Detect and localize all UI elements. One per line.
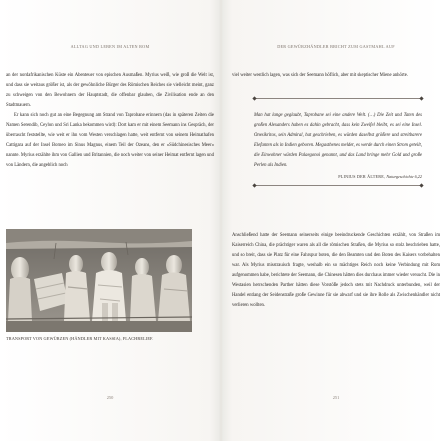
right-paragraph-1: viel weiter westlich lagen, was sich der Seemann höflich, aber mit skeptischer Miene anhörte.: [232, 73, 408, 78]
right-paragraph-2: Anschließend hatte der Seemann seinerseits einige beeindruckende Geschichten erzählt, von Straßen im Kaiserreich China, die prächtiger waren als all die römischen Straßen, die Myrius so stolz beschrieben hatte, und so breit, dass sie Platz für eine Fahrspur boten, die den Beamten und den Boten des Kaisers vorbehalten war. Als Myrius misstrauisch fragte, weshalb ein so mächtiges Reich noch keine Verbindung mit Rom aufgenommen habe, berichtete der Seemann, die Chinesen hätten dies durchaus immer wieder versucht. Die in Westasien herrschenden Parther hätten diese Vorstöße jedoch stets mit Nachdruck unterbunden, weil der Handel entlang der Seidenstraße große Gewinne für sie abwarf und sie ihre Rolle als Zwischenhändler nicht verlieren wollten.: [232, 233, 440, 309]
running-head-left: ALLTAG UND LEBEN IM ALTEN ROM: [70, 44, 150, 49]
ornament-diamond-icon: [252, 184, 256, 188]
quote-work: Naturgeschichte 6,22: [386, 174, 422, 180]
pliny-quote-block: [254, 98, 422, 186]
left-body-text: [6, 71, 214, 171]
quote-text: Man hat lange geglaubt, Taprobane sei eine andere Welt. (…) Die Zeit und Taten des großen Alexanders haben es dahin gebracht, dass kein Zweifel bleibt, es sei eine Insel. Onesikritos, sein Admiral, hat geschrieben, es würden daselbst größere und streitbarere Elefanten als in Indien geboren. Megasthenes meldet, es werde durch einen Strom geteilt, die Einwohner würden Palaegonoi genannt, und das Land bringe mehr Gold und große Perlen als Indien.: [254, 113, 422, 168]
relief-image: [6, 229, 192, 332]
page-number-right: 251: [332, 395, 340, 400]
running-head-right: DER GEWÜRZHÄNDLER BRICHT ZUM GASTMAHL AUF: [277, 44, 395, 49]
right-body-text: [232, 231, 440, 311]
quote-source: [254, 174, 422, 179]
ornament-diamond-icon: [419, 184, 423, 188]
quote-author: PLINIUS DER ÄLTERE,: [338, 174, 386, 180]
left-page: [6, 0, 214, 441]
ornament-diamond-icon: [419, 96, 423, 100]
right-page: [232, 0, 440, 441]
left-paragraph-2: Er kann sich noch gut an eine Begegnung am Strand von Taprobane erinnern (das in späteren Zeiten die Namen Serendib, Ceylon und Sri Lanka bekommen wird): Dort kam er mit einem Seemann ins Gespräch, der überrascht feststellte, wie weit er ihn vom Westen verschlagen hatte, weit entfernt von seinem Heimathafen Cattigara auf der Insel Borneo im Sinus Magnus, einem Teil der Ozeans, den er »Südchinesisches Meer« nannte. Myrius erzählte ihm von Gallien und Britannien, die noch weiter von seiner Heimat entfernt lagen und von Ländern, die angeblich noch: [6, 113, 214, 169]
left-paragraph-1: an der nordafrikanischen Küste ein Abenteuer von epischen Ausmaßen. Myrius weiß, wie groß die Welt ist, und dass sie weitaus größer ist, als der gewöhnliche Bürger des Römischen Reiches sie vielleicht meint, ganz zu schweigen von den Bewohnern der Hauptstadt, die offenbar glauben, die Zivilisation ende an den Stadtmauern.: [6, 73, 214, 109]
ornament-diamond-icon: [252, 96, 256, 100]
relief-photograph: [6, 229, 192, 332]
figure-caption: TRANSPORT VON GEWÜRZEN (HÄNDLER MIT KASSIA), FLACHRELIEF.: [6, 336, 154, 341]
page-number-left: 250: [106, 395, 114, 400]
right-intro-text: [232, 71, 440, 81]
